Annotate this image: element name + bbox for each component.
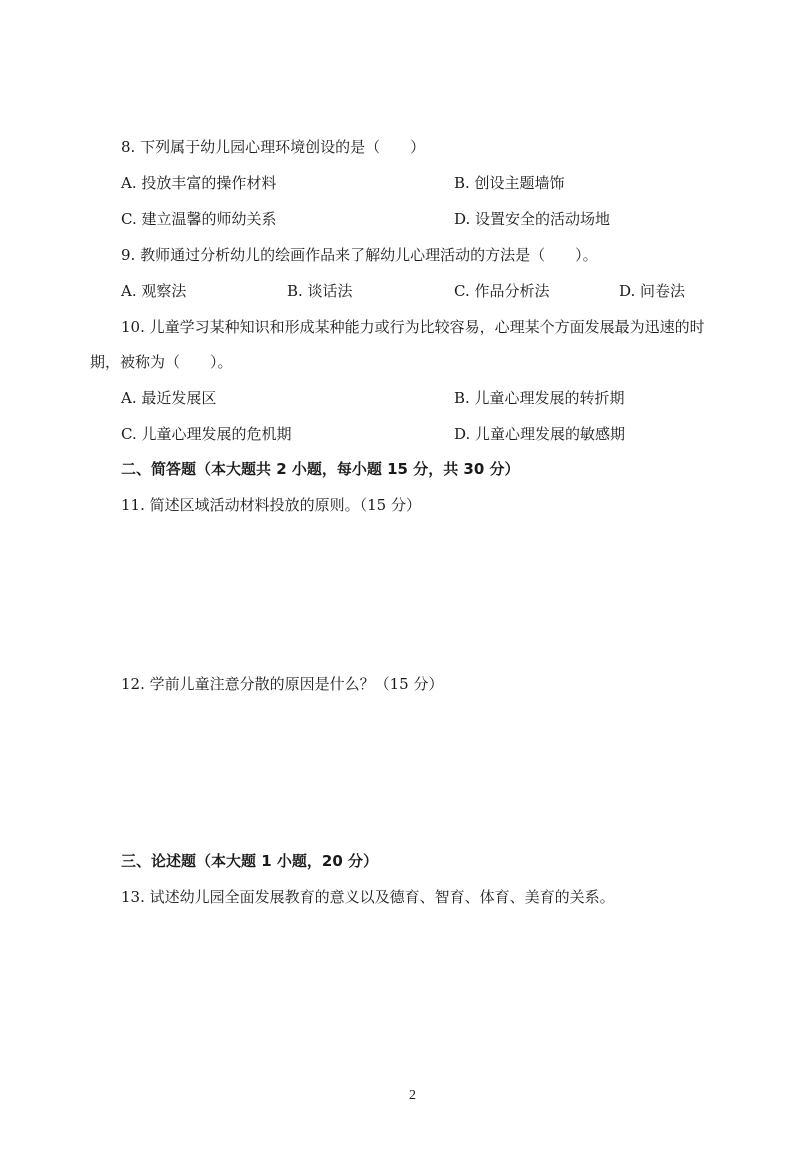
question-10-option-a: A. 最近发展区 — [121, 389, 217, 407]
question-8-option-d: D. 设置安全的活动场地 — [454, 210, 611, 228]
question-9-option-d: D. 问卷法 — [619, 282, 686, 300]
section-3-heading: 三、论述题（本大题 1 小题，20 分） — [121, 852, 378, 870]
question-8-option-b: B. 创设主题墙饰 — [454, 174, 565, 192]
question-9-option-c: C. 作品分析法 — [454, 282, 550, 300]
question-10-stem-line2: 期，被称为（ ）。 — [90, 353, 233, 371]
question-8-stem: 8. 下列属于幼儿园心理环境创设的是（ ） — [121, 138, 426, 156]
question-9-option-b: B. 谈话法 — [287, 282, 353, 300]
question-10-option-d: D. 儿童心理发展的敏感期 — [454, 425, 626, 443]
question-9-option-a: A. 观察法 — [121, 282, 187, 300]
question-13: 13. 试述幼儿园全面发展教育的意义以及德育、智育、体育、美育的关系。 — [121, 888, 615, 906]
section-2-heading: 二、简答题（本大题共 2 小题，每小题 15 分，共 30 分） — [121, 460, 520, 478]
page-number: 2 — [409, 1088, 416, 1103]
question-12: 12. 学前儿童注意分散的原因是什么？（15 分） — [121, 675, 444, 693]
question-11: 11. 简述区域活动材料投放的原则。（15 分） — [121, 496, 421, 514]
question-8-option-a: A. 投放丰富的操作材料 — [121, 174, 277, 192]
question-9-stem: 9. 教师通过分析幼儿的绘画作品来了解幼儿心理活动的方法是（ ）。 — [121, 246, 598, 264]
question-10-option-b: B. 儿童心理发展的转折期 — [454, 389, 625, 407]
question-10-stem-line1: 10. 儿童学习某种知识和形成某种能力或行为比较容易，心理某个方面发展最为迅速的时 — [121, 318, 705, 336]
question-10-option-c: C. 儿童心理发展的危机期 — [121, 425, 292, 443]
question-8-option-c: C. 建立温馨的师幼关系 — [121, 210, 277, 228]
